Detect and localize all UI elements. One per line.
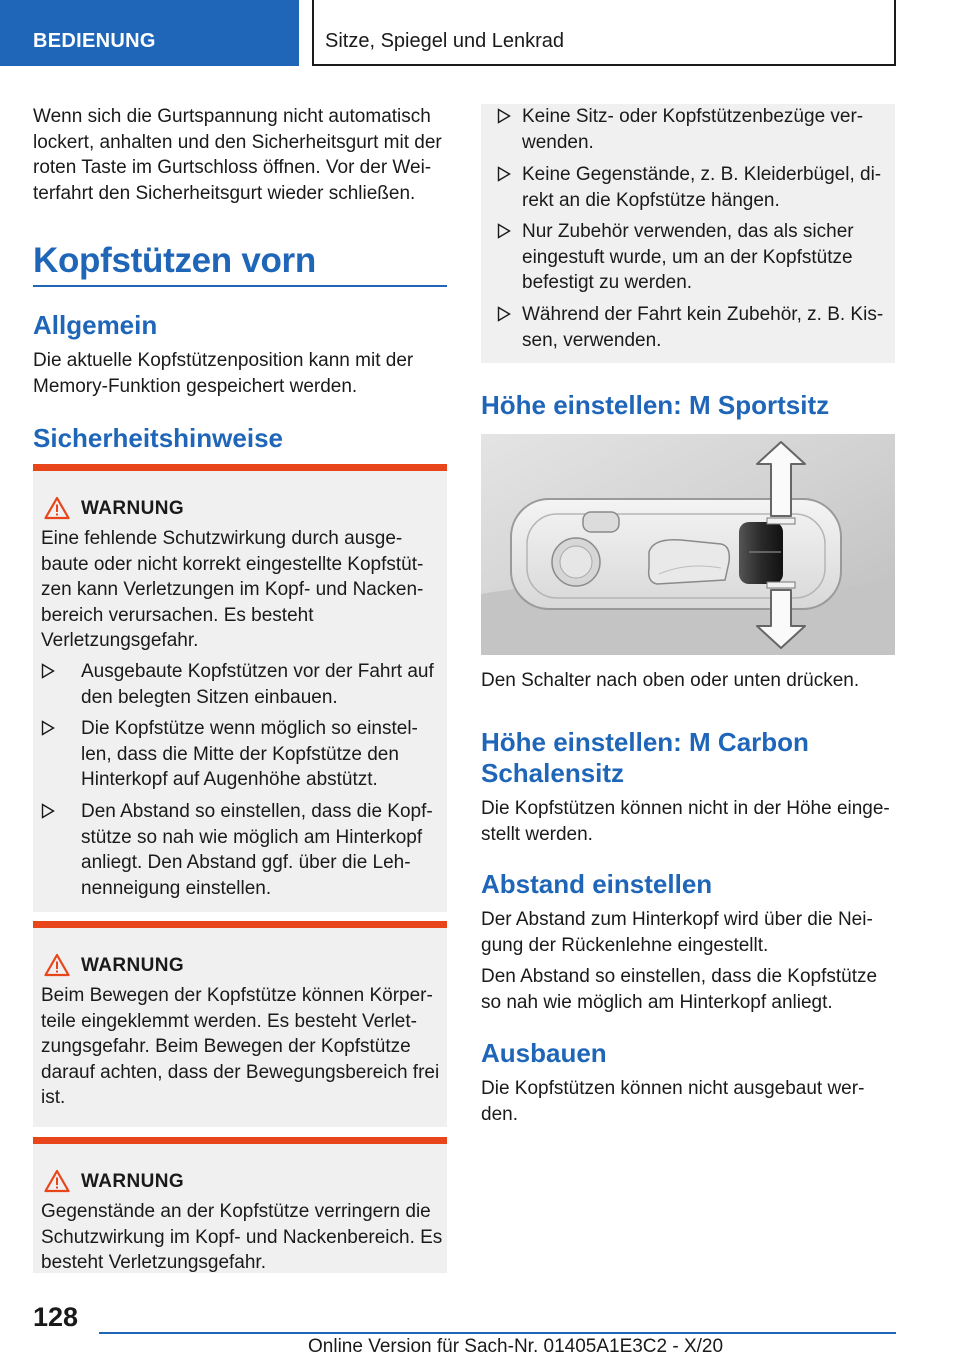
section-label: BEDIENUNG: [33, 30, 156, 52]
intro-paragraph: Wenn sich die Gurtspannung nicht automatisch lockert, anhalten und den Sicherheitsgurt mit der roten Taste im Gurtschloss öffnen. Vor der Wei-terfahrt den Sicherheitsgurt wieder schließen.: [33, 106, 442, 204]
triangle-bullet-icon: [497, 108, 511, 124]
warning-triangle-icon: [44, 1169, 70, 1193]
warning-text: Beim Bewegen der Kopfstütze können Körper-teile eingeklemmt werden. Es besteht Verlet-zungsgefahr. Beim Bewegen der Kopfstütze darauf achten, dass der Bewegungsbereich frei ist.: [41, 985, 440, 1108]
safety-heading: Sicherheitshinweise: [33, 423, 283, 453]
list-item-text: Während der Fahrt kein Zubehör, z. B. Kis-sen, verwenden.: [522, 304, 884, 351]
warning-box-3: [33, 1137, 447, 1273]
sport-heading: Höhe einstellen: M Sportsitz: [481, 390, 830, 420]
list-item-text: Nur Zubehör verwenden, das als sicher eingestuft wurde, um an der Kopfstütze befestigt zu werden.: [522, 221, 854, 293]
footer-rule: [99, 1332, 896, 1334]
general-text: Die aktuelle Kopfstützenposition kann mit der Memory-Funktion gespeichert werden.: [33, 350, 414, 397]
list-item-text: Die Kopfstütze wenn möglich so einstel-len, dass die Mitte der Kopfstütze den Hinterkopf auf Augenhöhe abstützt.: [81, 718, 418, 790]
carbon-heading: Höhe einstellen: M Carbon Schalensitz: [481, 727, 809, 788]
carbon-text: Die Kopfstützen können nicht in der Höhe einge-stellt werden.: [481, 798, 890, 845]
triangle-bullet-icon: [41, 663, 55, 679]
warning-label: WARNUNG: [81, 1171, 185, 1192]
list-item-text: Keine Gegenstände, z. B. Kleiderbügel, di-rekt an die Kopfstütze hängen.: [522, 164, 882, 211]
warning-box-2: [33, 921, 447, 1127]
warning-triangle-icon: [44, 953, 70, 977]
triangle-bullet-icon: [41, 720, 55, 736]
triangle-bullet-icon: [497, 166, 511, 182]
page-number: 128: [33, 1302, 79, 1332]
title-rule: [33, 285, 447, 287]
page-title: Kopfstützen vorn: [33, 241, 316, 280]
warning-box-1: [33, 464, 447, 912]
warning-text: Eine fehlende Schutzwirkung durch ausge-baute oder nicht korrekt eingestellte Kopfstüt-zen kann Verletzungen im Kopf- und Nacken-bereich verursachen. Es besteht Verletzungsgefahr.: [41, 528, 424, 651]
chapter-header: [312, 0, 896, 66]
triangle-bullet-icon: [41, 803, 55, 819]
chapter-title: Sitze, Spiegel und Lenkrad: [325, 30, 565, 52]
seat-switch-photo: [481, 434, 895, 655]
continued-warning-list: [481, 104, 895, 363]
distance-text-1: Der Abstand zum Hinterkopf wird über die Nei-gung der Rückenlehne eingestellt.: [481, 909, 873, 956]
triangle-bullet-icon: [497, 223, 511, 239]
distance-heading: Abstand einstellen: [481, 869, 713, 899]
general-heading: Allgemein: [33, 310, 158, 340]
distance-text-2: Den Abstand so einstellen, dass die Kopfstütze so nah wie möglich am Hinterkopf anliegt.: [481, 966, 878, 1013]
list-item-text: Keine Sitz- oder Kopfstützenbezüge ver-wenden.: [522, 106, 864, 153]
section-tab: [0, 0, 299, 66]
warning-triangle-icon: [44, 496, 70, 520]
list-item-text: Ausgebaute Kopfstützen vor der Fahrt auf den belegten Sitzen einbauen.: [81, 661, 434, 708]
triangle-bullet-icon: [497, 306, 511, 322]
remove-text: Die Kopfstützen können nicht ausgebaut wer-den.: [481, 1078, 865, 1125]
footer-text: Online Version für Sach-Nr. 01405A1E3C2 - X/20: [308, 1336, 724, 1357]
remove-heading: Ausbauen: [481, 1038, 607, 1068]
warning-label: WARNUNG: [81, 955, 185, 976]
list-item-text: Den Abstand so einstellen, dass die Kopf-stütze so nah wie möglich am Hinterkopf anliegt. Den Abstand ggf. über die Leh-nenneigung einstellen.: [81, 801, 433, 899]
sport-text: Den Schalter nach oben oder unten drücken.: [481, 670, 860, 691]
seat-switch-illustration: [481, 434, 895, 655]
warning-text: Gegenstände an der Kopfstütze verringern die Schutzwirkung im Kopf- und Nackenbereich. Es besteht Verletzungsgefahr.: [41, 1201, 443, 1273]
warning-label: WARNUNG: [81, 498, 185, 519]
